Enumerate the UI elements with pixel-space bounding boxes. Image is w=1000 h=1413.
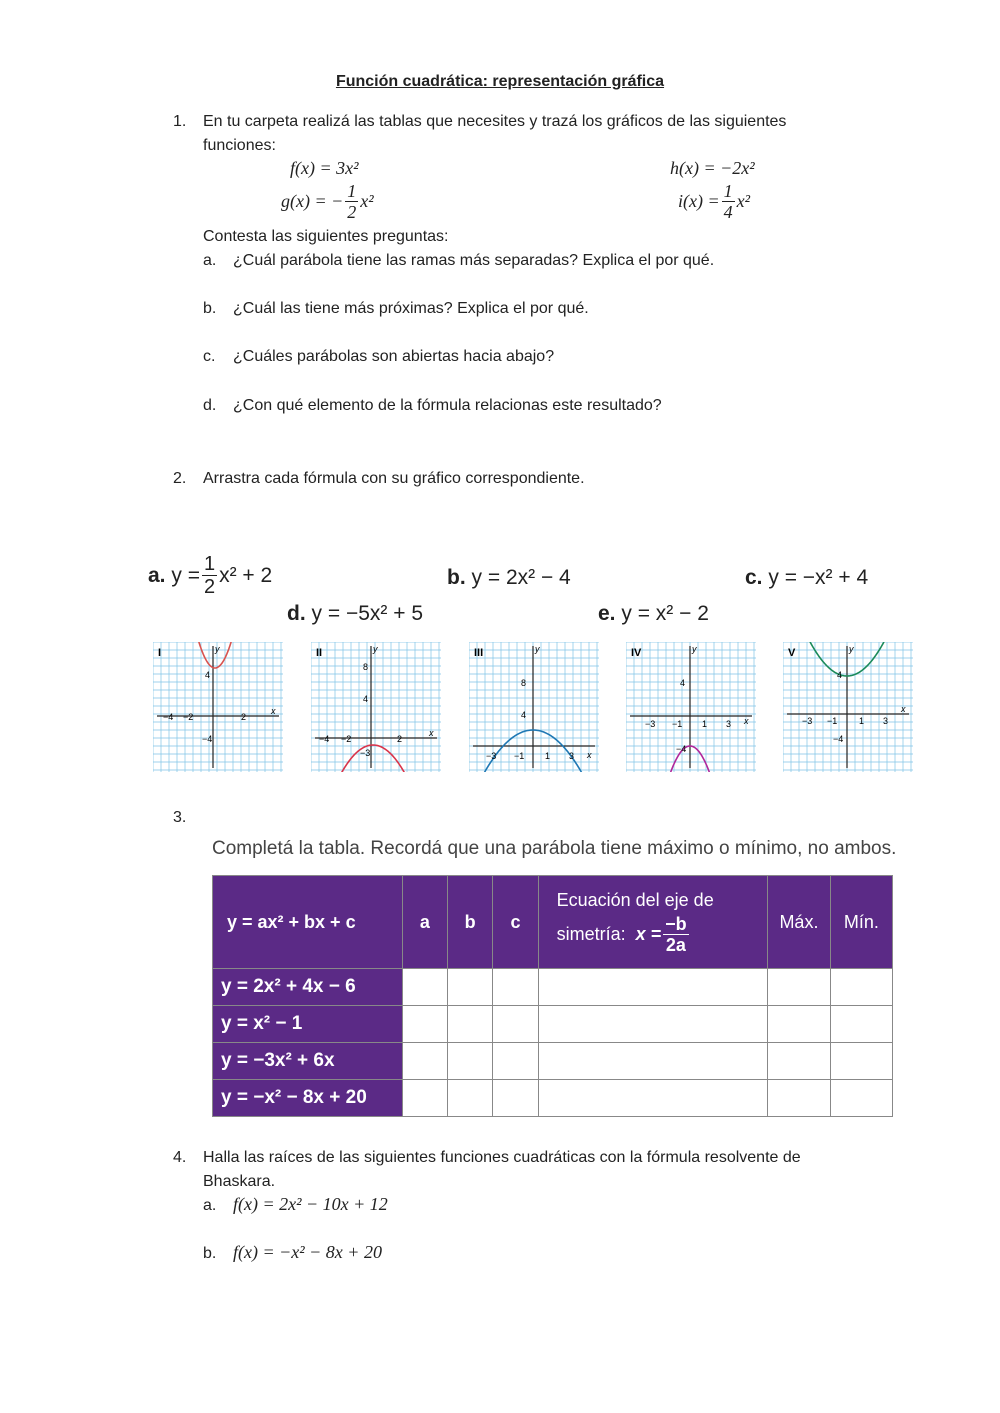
cell-max-2[interactable] [768,1006,831,1043]
cell-max-1[interactable] [768,969,831,1006]
graph-III-tick-x-neg3: −3 [486,751,497,761]
function-g-num: 1 [347,181,357,201]
graph-I[interactable] [153,642,283,772]
header-c: c [493,876,538,969]
cell-max-3[interactable] [768,1043,831,1080]
q4-item-b-expr: f(x) = −x² − 8x + 20 [233,1242,382,1262]
cell-min-4[interactable] [830,1080,892,1117]
page-title: Función cuadrática: representación gráfica [335,73,665,90]
graph-I-x-label: x [271,706,276,716]
graph-I-grid [153,642,283,772]
header-axis-line1: Ecuación del eje de [556,890,714,910]
cell-b-4[interactable] [447,1080,492,1117]
q3-number: 3. [173,809,187,826]
cell-b-2[interactable] [447,1006,492,1043]
function-g-den: 2 [347,202,357,222]
graph-V-tick-x-neg1: −1 [827,716,838,726]
graph-V-tick-y-4: 4 [837,670,843,680]
header-axis-num: −b [665,914,687,934]
graph-IV-y-label: y [692,644,697,654]
table-row [213,1006,893,1043]
header-max: Máx. [768,876,831,969]
graph-IV-label: IV [631,647,642,659]
formula-c-text: y = −x² + 4 [768,566,869,589]
header-axis-x: x = [635,924,662,944]
graph-II-grid [311,642,441,772]
cell-axis-3[interactable] [538,1043,768,1080]
graph-IV-tick-y-4: 4 [680,678,686,688]
q4-item-a-label: a. [203,1197,217,1214]
graph-III[interactable] [469,642,599,772]
graph-III-tick-y-4: 4 [521,710,527,720]
function-h: h(x) = −2x² [670,158,755,178]
cell-b-1[interactable] [447,969,492,1006]
formula-a-num: 1 [203,553,216,575]
q4-item-b-label: b. [203,1245,217,1262]
cell-axis-4[interactable] [538,1080,768,1117]
formula-b-text: y = 2x² − 4 [471,566,571,589]
q1-number: 1. [173,113,187,130]
formula-a-den: 2 [203,576,216,598]
header-axis-line2: simetría: [556,924,626,944]
q1-prompt: Contesta las siguientes preguntas: [203,228,449,245]
formula-a[interactable] [148,554,272,597]
formula-d[interactable] [287,602,423,626]
cell-c-2[interactable] [493,1006,538,1043]
formula-e-text: y = x² − 2 [621,602,709,625]
formula-e[interactable] [598,602,709,626]
q3-instruction: Completá la tabla. Recordá que una parábola tiene máximo o mínimo, no ambos. [212,838,897,859]
graph-III-tick-x-3: 3 [569,751,575,761]
graph-I-tick-x-neg2: −2 [183,712,194,722]
graph-V[interactable] [783,642,913,772]
cell-a-3[interactable] [402,1043,447,1080]
graph-I-tick-y-4: 4 [205,670,211,680]
graph-II-tick-y-8: 8 [363,662,369,672]
formula-b-label: b. [447,566,466,589]
header-a: a [402,876,447,969]
cell-min-3[interactable] [830,1043,892,1080]
graph-I-label: I [158,647,162,659]
table-row [213,1080,893,1117]
formula-e-label: e. [598,602,616,625]
graph-V-tick-x-neg3: −3 [802,716,813,726]
q4-text-line2: Bhaskara. [203,1173,276,1190]
graph-III-x-label: x [587,750,592,760]
function-i-lhs: i(x) = [678,191,720,211]
header-axis [538,876,768,969]
function-g-fraction [345,182,358,221]
cell-min-1[interactable] [830,969,892,1006]
graph-I-tick-y-neg4: −4 [202,734,213,744]
q1-item-a-text: ¿Cuál parábola tiene las ramas más separadas? Explica el por qué. [233,252,715,269]
function-g [281,182,374,221]
graph-V-tick-y-neg4: −4 [833,734,844,744]
graph-II-x-label: x [429,728,434,738]
graph-V-y-label: y [849,644,854,654]
q1-item-c-label: c. [203,348,216,365]
cell-max-4[interactable] [768,1080,831,1117]
graph-IV-tick-x-3: 3 [726,719,732,729]
formula-d-label: d. [287,602,306,625]
cell-c-1[interactable] [493,969,538,1006]
graph-IV-tick-x-neg3: −3 [645,719,656,729]
graph-V-grid [783,642,913,772]
header-min: Mín. [830,876,892,969]
header-axis-fraction [663,915,689,954]
table-header-row [213,876,893,969]
header-axis-formula [557,915,767,954]
row-equation-1: y = 2x² + 4x − 6 [213,969,403,1006]
header-equation: y = ax² + bx + c [213,876,403,969]
cell-a-2[interactable] [402,1006,447,1043]
q1-item-a-label: a. [203,252,217,269]
parabola-table [212,875,893,1117]
function-i-num: 1 [723,181,733,201]
graph-I-tick-x-2: 2 [241,712,247,722]
header-axis-den: 2a [665,935,686,955]
graph-II-tick-x-neg2: −2 [341,734,352,744]
function-i [678,182,750,221]
formula-c[interactable] [745,566,868,590]
graph-II-label: II [316,647,323,659]
table-row [213,1043,893,1080]
cell-min-2[interactable] [830,1006,892,1043]
cell-c-3[interactable] [493,1043,538,1080]
function-i-den: 4 [723,202,733,222]
graph-V-tick-x-3: 3 [883,716,889,726]
function-g-lhs: g(x) = − [281,191,344,211]
graph-II-curve [329,745,419,772]
q1-item-c-text: ¿Cuáles parábolas son abiertas hacia abajo? [233,348,555,365]
cell-c-4[interactable] [493,1080,538,1117]
graph-III-label: III [474,647,484,659]
formula-d-text: y = −5x² + 5 [311,602,423,625]
formula-a-fraction [202,554,217,597]
row-equation-4: y = −x² − 8x + 20 [213,1080,403,1117]
q1-item-b-text: ¿Cuál las tiene más próximas? Explica el por qué. [233,300,589,317]
table-row [213,969,893,1006]
formula-a-pre: y = [171,563,200,587]
row-equation-2: y = x² − 1 [213,1006,403,1043]
graph-I-tick-x-neg4: −4 [163,712,174,722]
cell-a-1[interactable] [402,969,447,1006]
function-f: f(x) = 3x² [290,158,359,178]
graph-II-y-label: y [373,644,378,654]
q1-text-line2: funciones: [203,137,276,154]
graph-IV-x-label: x [744,716,749,726]
q4-text-line1: Halla las raíces de las siguientes funciones cuadráticas con la fórmula resolvente de [203,1149,801,1166]
graph-III-y-label: y [535,644,540,654]
graph-IV-tick-y-neg4: −4 [676,744,687,754]
graph-V-x-label: x [901,704,906,714]
graph-II-tick-x-neg4: −4 [319,734,330,744]
graph-III-tick-x-neg1: −1 [514,751,525,761]
graph-II-tick-x-2: 2 [397,734,403,744]
header-b: b [447,876,492,969]
formula-b[interactable] [447,566,571,590]
row-equation-3: y = −3x² + 6x [213,1043,403,1080]
q1-item-d-text: ¿Con qué elemento de la fórmula relacionas este resultado? [233,397,662,414]
graph-III-tick-x-1: 1 [545,751,551,761]
q2-number: 2. [173,470,187,487]
graph-IV-grid [626,642,756,772]
function-i-fraction [722,182,735,221]
formula-c-label: c. [745,566,763,589]
graph-IV-tick-x-neg1: −1 [672,719,683,729]
q2-text: Arrastra cada fórmula con su gráfico correspondiente. [203,470,585,487]
function-i-rhs: x² [736,191,751,211]
graph-IV-tick-x-1: 1 [702,719,708,729]
q1-text-line1: En tu carpeta realizá las tablas que necesites y trazá los gráficos de las siguientes [203,113,787,130]
formula-a-post: x² + 2 [219,563,273,587]
graph-I-y-label: y [215,644,220,654]
q1-item-d-label: d. [203,397,217,414]
cell-axis-2[interactable] [538,1006,768,1043]
cell-axis-1[interactable] [538,969,768,1006]
q4-number: 4. [173,1149,187,1166]
graph-V-label: V [788,647,796,659]
graph-II-tick-y-4: 4 [363,694,369,704]
graph-IV[interactable] [626,642,756,772]
graph-II[interactable] [311,642,441,772]
graph-III-tick-y-8: 8 [521,678,527,688]
q4-item-a-expr: f(x) = 2x² − 10x + 12 [233,1194,388,1214]
q1-item-b-label: b. [203,300,217,317]
graph-II-tick-y-neg3: −3 [360,748,371,758]
function-g-rhs: x² [360,191,374,211]
cell-b-3[interactable] [447,1043,492,1080]
formula-a-label: a. [148,563,166,587]
graph-V-tick-x-1: 1 [859,716,865,726]
cell-a-4[interactable] [402,1080,447,1117]
